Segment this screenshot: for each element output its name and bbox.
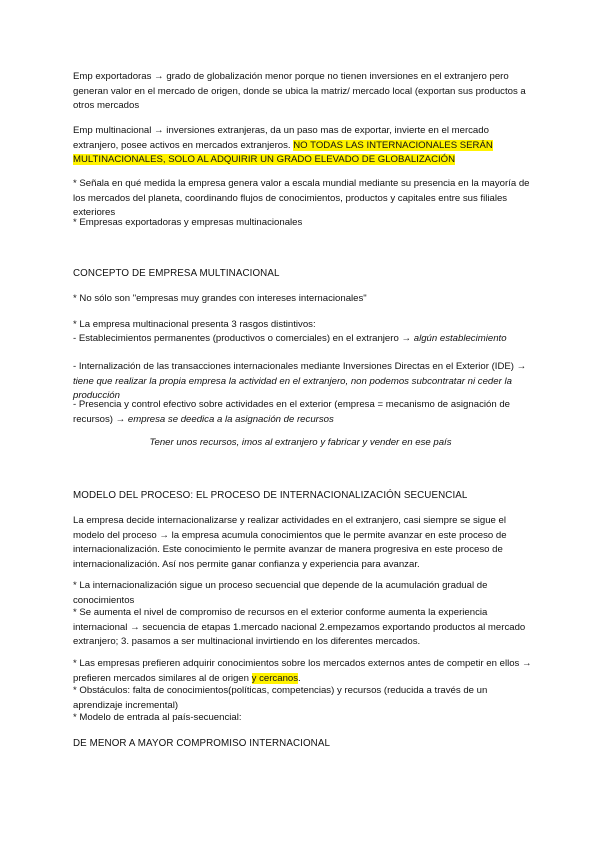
rasgo-italic: tiene que realizar la propia empresa la actividad en el extranjero, non podemos subcontratar ni ceder la producción <box>73 375 512 402</box>
rasgo-italic: algún establecimiento <box>413 333 507 344</box>
paragraph-text: . <box>298 672 301 684</box>
rasgo-text: - Establecimientos permanentes (productivos o comerciales) en el extranjero → <box>73 333 414 344</box>
rasgo-1 <box>73 332 533 347</box>
bullet-compromiso: * Se aumenta el nivel de compromiso de recursos en el exterior conforme aumenta la experiencia internacional → secuencia de etapas 1.mercado nacional 2.empezamos exportando productos al mercado extranjero; 3. pasamos a ser multinacional invirtiendo en los diferentes mercados. <box>73 607 526 648</box>
bullet-empresas <box>73 216 533 231</box>
paragraph-multinacional <box>73 124 533 168</box>
highlighted-text: NO TODAS LAS INTERNACIONALES SERÁN MULTINACIONALES, SOLO AL ADQUIRIR UN GRADO ELEVADO DE GLOBALIZACIÓN <box>73 139 493 166</box>
bullet-modelo-entrada: * Modelo de entrada al país-secuencial: <box>73 712 242 723</box>
paragraph-exportadoras <box>73 70 533 114</box>
rasgo-italic: empresa se deedica a la asignación de recursos <box>127 413 334 425</box>
paragraph-modelo: La empresa decide internacionalizarse y realizar actividades en el extranjero, casi siempre se sigue el modelo del proceso → la empresa acumula conocimientos que le permite avanzar en este proceso de internacionalización. Este conocimiento le permite avanzar de manera progresiva en este proceso de internacionalización. Así nos permite ganar confianza y experiencia para avanzar. <box>73 515 507 570</box>
bullet-senala <box>73 177 533 221</box>
heading-modelo: MODELO DEL PROCESO: EL PROCESO DE INTERNACIONALIZACIÓN SECUENCIAL <box>73 490 468 501</box>
heading-compromiso: DE MENOR A MAYOR COMPROMISO INTERNACIONAL <box>73 738 331 749</box>
highlighted-text: y cercanos <box>251 672 299 684</box>
paragraph-text: * Señala en qué medida la empresa genera valor a escala mundial mediante su presencia en la mayoría de los mercados del planeta, coordinando flujos de conocimientos, productos y capitales entre sus filiales exteriores <box>73 178 530 219</box>
paragraph-text: * Empresas exportadoras y empresas multinacionales <box>73 217 303 228</box>
heading-concepto: CONCEPTO DE EMPRESA MULTINACIONAL <box>73 268 280 279</box>
bullet-prefieren <box>73 657 533 686</box>
rasgo-text: - Internalización de las transacciones internacionales mediante Inversiones Directas en el Exterior (IDE) → <box>73 361 527 372</box>
rasgo-text: - Presencia y control efectivo sobre actividades en el exterior (empresa = mecanismo de asignación de recursos) → <box>73 399 511 425</box>
paragraph-text: * Las empresas prefieren adquirir conocimientos sobre los mercados externos antes de competir en ellos → prefieren mercados similares al de origen <box>73 658 532 684</box>
bullet-no-solo: * No sólo son "empresas muy grandes con intereses internacionales" <box>73 293 367 304</box>
centered-note: Tener unos recursos, imos al extranjero y fabricar y vender en ese país <box>149 437 452 448</box>
rasgo-3 <box>73 398 533 427</box>
paragraph-text: Emp exportadoras → grado de globalización menor porque no tienen inversiones en el extranjero pero generan valor en el mercado de origen, donde se ubica la matriz/ mercado local (exportan sus productos a otros mercados <box>73 71 526 112</box>
bullet-obstaculos: * Obstáculos: falta de conocimientos(políticas, competencias) y recursos (reducida a través de un aprendizaje incremental) <box>73 685 488 711</box>
rasgos-intro: * La empresa multinacional presenta 3 rasgos distintivos: <box>73 319 316 330</box>
paragraph-text: Emp multinacional → inversiones extranjeras, da un paso mas de exportar, invierte en el mercado extranjero, posee activos en mercados extranjeros. <box>73 125 489 151</box>
bullet-secuencial: * La internacionalización sigue un proceso secuencial que depende de la acumulación gradual de conocimientos <box>73 580 488 606</box>
